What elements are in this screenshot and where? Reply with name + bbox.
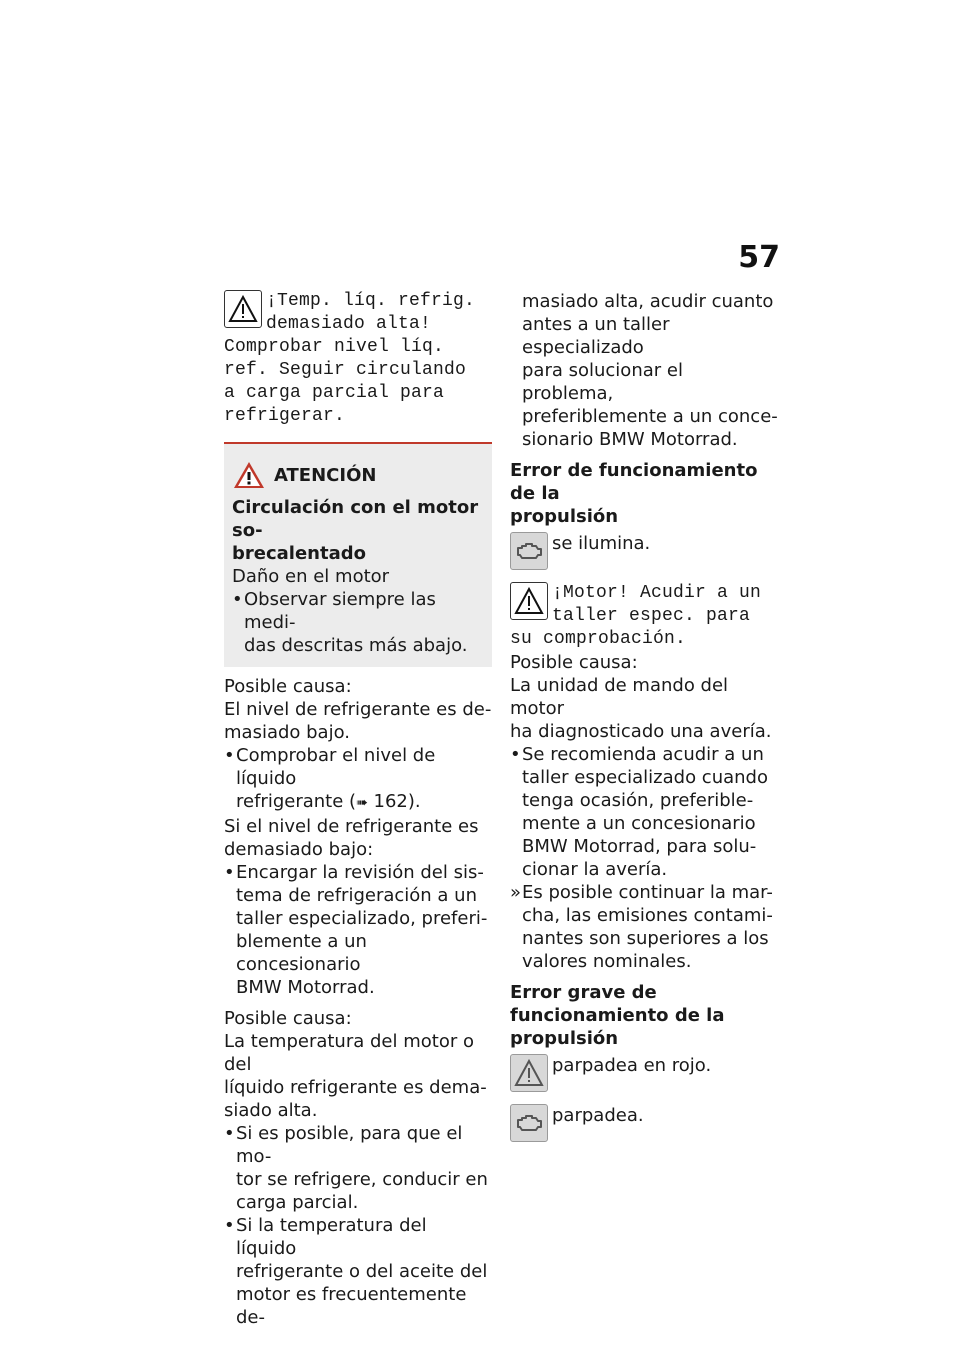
- bullet-item: [224, 744, 492, 815]
- arrow-reference-icon: ➠: [356, 795, 368, 811]
- bullet-line: Observar siempre las medi-: [244, 589, 436, 633]
- bullet-line-ref: [236, 790, 492, 815]
- result-line: Es posible continuar la mar-: [522, 882, 773, 903]
- bullet-line: tenga ocasión, preferible-: [522, 790, 754, 811]
- bullet-line: Se recomienda acudir a un: [522, 744, 764, 765]
- bullet-line: taller especializado, preferi-: [236, 908, 488, 929]
- section-heading: funcionamiento de la: [510, 1005, 725, 1026]
- lights-text: se ilumina.: [552, 533, 651, 554]
- bullet-line: sionario BMW Motorrad.: [522, 429, 738, 450]
- warning-bullet: [232, 588, 484, 657]
- warning-title: ATENCIÓN: [274, 464, 377, 486]
- condition-text: Si el nivel de refrigerante es: [224, 816, 479, 837]
- display-message-coolant: [224, 290, 492, 336]
- bullet-item: [510, 743, 778, 881]
- warning-triangle-icon: [224, 290, 262, 328]
- message-line: ¡Temp. líq. refrig.: [266, 291, 476, 311]
- warning-box: [224, 442, 492, 667]
- bullet-line: Comprobar el nivel de líquido: [236, 745, 436, 789]
- bullet-item: [224, 861, 492, 999]
- message-line: su comprobación.: [510, 629, 687, 649]
- cause-label: Posible causa:: [510, 652, 638, 673]
- section-heading: Error grave de: [510, 982, 657, 1003]
- bullet-line: Si la temperatura del líquido: [236, 1215, 427, 1259]
- bullet-line: refrigerante (: [236, 791, 357, 812]
- message-line: a carga parcial para: [224, 383, 445, 403]
- result-line: cha, las emisiones contami-: [522, 905, 773, 926]
- bullet-line: BMW Motorrad.: [236, 977, 375, 998]
- message-line: ¡Motor! Acudir a un: [552, 583, 762, 603]
- bullet-mark: •: [510, 744, 521, 765]
- flash-red-text: parpadea en rojo.: [552, 1055, 712, 1076]
- section-heading: propulsión: [510, 1028, 619, 1049]
- bullet-line: mente a un concesionario: [522, 813, 756, 834]
- bullet-mark: •: [224, 862, 235, 883]
- bullet-line: Encargar la revisión del sis-: [236, 862, 484, 883]
- message-line: Comprobar nivel líq.: [224, 337, 445, 357]
- bullet-line: antes a un taller especializado: [522, 314, 670, 358]
- bullet-mark: •: [224, 1215, 235, 1236]
- bullet-mark: •: [232, 589, 243, 610]
- engine-icon: [510, 1104, 548, 1142]
- warning-triangle-icon: [510, 1054, 548, 1092]
- message-line: ref. Seguir circulando: [224, 360, 467, 380]
- result-item: [510, 881, 778, 973]
- warning-light-row: [510, 1054, 778, 1094]
- bullet-line: cionar la avería.: [522, 859, 668, 880]
- continued-bullet: [510, 290, 778, 451]
- cause-label: Posible causa:: [224, 1008, 352, 1029]
- cause-text: El nivel de refrigerante es de-: [224, 699, 492, 720]
- bullet-mark: •: [224, 1123, 235, 1144]
- cause-text: La unidad de mando del motor: [510, 675, 729, 719]
- flash-text: parpadea.: [552, 1105, 644, 1126]
- right-column: [510, 290, 778, 1144]
- bullet-line: refrigerante o del aceite del: [236, 1261, 488, 1282]
- bullet-line: masiado alta, acudir cuanto: [522, 291, 774, 312]
- bullet-line: para solucionar el problema,: [522, 360, 683, 404]
- cause-label: Posible causa:: [224, 676, 352, 697]
- warning-triangle-icon: [232, 460, 266, 490]
- bullet-line: Si es posible, para que el mo-: [236, 1123, 463, 1167]
- condition-text: demasiado bajo:: [224, 839, 374, 860]
- bullet-item: [224, 1214, 492, 1329]
- message-line: taller espec. para: [552, 606, 751, 626]
- page-reference-link[interactable]: 162).: [373, 791, 421, 812]
- page-number: 57: [738, 240, 780, 275]
- cause-text: ha diagnosticado una avería.: [510, 721, 772, 742]
- message-line: refrigerar.: [224, 406, 346, 426]
- bullet-line: das descritas más abajo.: [244, 635, 468, 656]
- result-line: nantes son superiores a los: [522, 928, 769, 949]
- warning-triangle-icon: [510, 582, 548, 620]
- cause-text: La temperatura del motor o del: [224, 1031, 474, 1075]
- cause-text: masiado bajo.: [224, 722, 351, 743]
- bullet-line: BMW Motorrad, para solu-: [522, 836, 757, 857]
- result-line: valores nominales.: [522, 951, 692, 972]
- cause-text: siado alta.: [224, 1100, 318, 1121]
- bullet-line: blemente a un concesionario: [236, 931, 367, 975]
- bullet-line: tor se refrigere, conducir en: [236, 1169, 488, 1190]
- display-message-engine: [510, 582, 778, 628]
- bullet-line: tema de refrigeración a un: [236, 885, 477, 906]
- section-heading: propulsión: [510, 506, 619, 527]
- bullet-mark: •: [224, 745, 235, 766]
- engine-light-row: [510, 532, 778, 572]
- left-column: [224, 290, 492, 1329]
- bullet-line: taller especializado cuando: [522, 767, 768, 788]
- section-heading: Error de funcionamiento de la: [510, 460, 758, 504]
- cause-text: líquido refrigerante es dema-: [224, 1077, 487, 1098]
- warning-heading: Circulación con el motor so-: [232, 497, 479, 541]
- result-mark: »: [510, 882, 522, 903]
- bullet-line: carga parcial.: [236, 1192, 359, 1213]
- bullet-line: preferiblemente a un conce-: [522, 406, 778, 427]
- message-line: demasiado alta!: [266, 314, 432, 334]
- warning-text: Daño en el motor: [232, 566, 390, 587]
- warning-heading: brecalentado: [232, 543, 366, 564]
- engine-icon: [510, 532, 548, 570]
- bullet-item: [224, 1122, 492, 1214]
- engine-light-row: [510, 1104, 778, 1144]
- bullet-line: motor es frecuentemente de-: [236, 1284, 467, 1328]
